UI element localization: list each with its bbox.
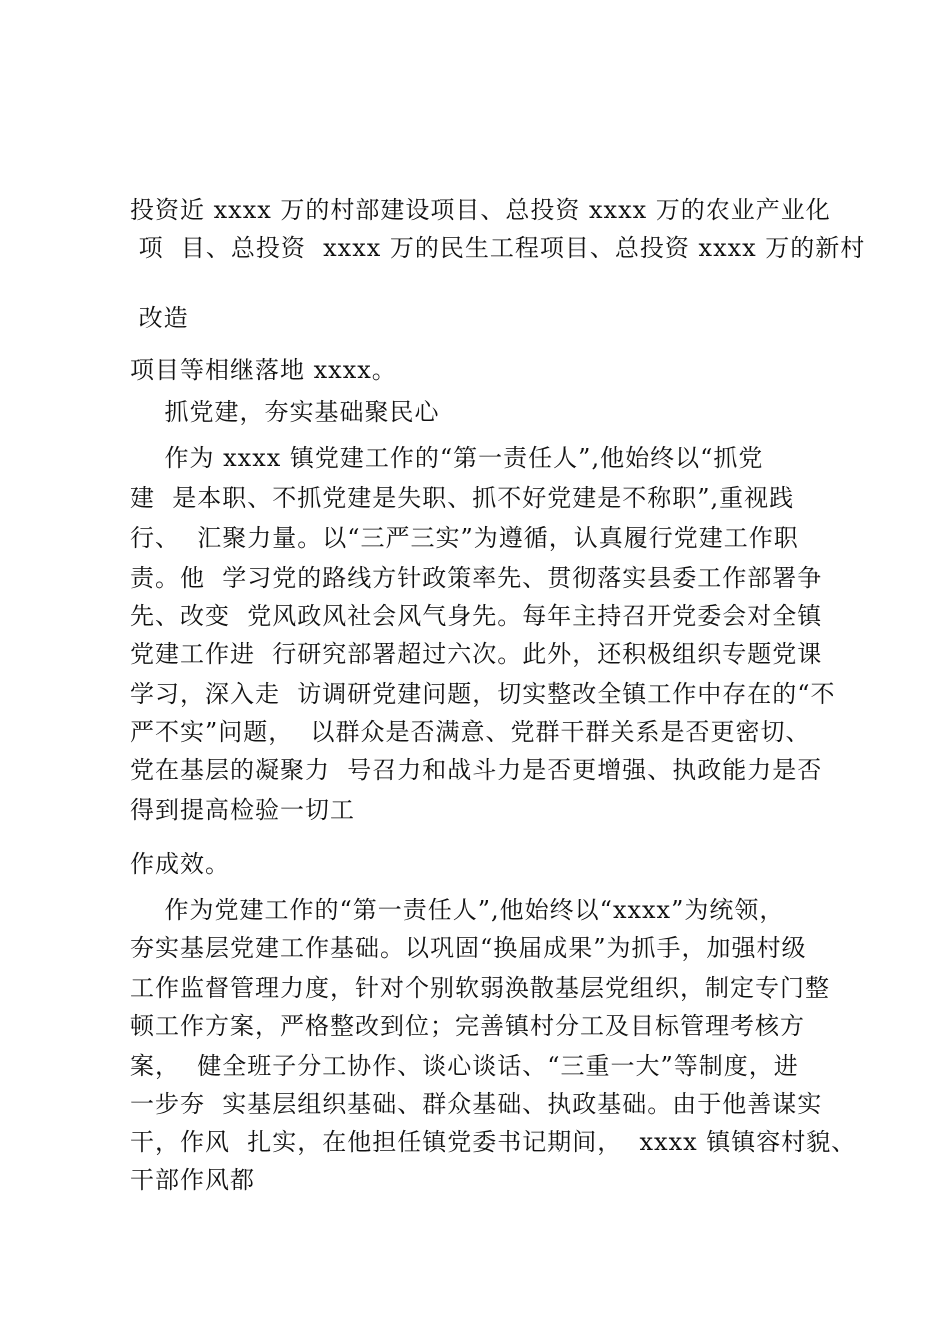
text-line: 作为党建工作的“第一责任人”,他始终以“xxxx”为统领， <box>130 896 785 924</box>
text-line: 得到提高检验一切工 <box>130 796 355 824</box>
text-line: 党在基层的凝聚力 号召力和战斗力是否更增强、执政能力是否 <box>130 756 823 784</box>
text-line: 项目等相继落地 xxxx。 <box>130 356 397 384</box>
text-line: 投资近 xxxx 万的村部建设项目、总投资 xxxx 万的农业产业化 <box>130 196 831 224</box>
text-line: 先、改变 党风政风社会风气身先。每年主持召开党委会对全镇 <box>130 602 823 630</box>
text-line: 案， 健全班子分工协作、谈心谈话、“三重一大”等制度，进 <box>130 1052 799 1080</box>
text-line: 一步夯 实基层组织基础、群众基础、执政基础。由于他善谋实 <box>130 1090 823 1118</box>
text-line: 干部作风都 <box>130 1166 255 1194</box>
text-line: 行、 汇聚力量。以“三严三实”为遵循，认真履行党建工作职 <box>130 524 799 552</box>
text-line: 干，作风 扎实，在他担任镇党委书记期间， xxxx 镇镇容村貌、 <box>130 1128 857 1156</box>
text-line: 作为 xxxx 镇党建工作的“第一责任人”,他始终以“抓党 <box>130 444 764 472</box>
text-line: 严不实”问题， 以群众是否满意、党群干群关系是否更密切、 <box>130 718 811 746</box>
text-line: 工作监督管理力度，针对个别软弱涣散基层党组织，制定专门整 <box>130 974 830 1002</box>
text-line: 改造 <box>130 304 189 332</box>
text-line: 顿工作方案，严格整改到位；完善镇村分工及目标管理考核方 <box>130 1012 805 1040</box>
text-line: 党建工作进 行研究部署超过六次。此外，还积极组织专题党课 <box>130 640 823 668</box>
text-line: 责。他 学习党的路线方针政策率先、贯彻落实县委工作部署争 <box>130 564 823 592</box>
text-line: 学习，深入走 访调研党建问题，切实整改全镇工作中存在的“不 <box>130 680 836 708</box>
text-line: 项 目、总投资 xxxx 万的民生工程项目、总投资 xxxx 万的新村 <box>130 234 866 262</box>
text-line: 建 是本职、不抓党建是失职、抓不好党建是不称职”,重视践 <box>130 484 795 512</box>
text-line: 作成效。 <box>130 850 230 878</box>
text-line: 夯实基层党建工作基础。以巩固“换届成果”为抓手，加强村级 <box>130 934 807 962</box>
section-heading: 抓党建，夯实基础聚民心 <box>130 398 440 426</box>
